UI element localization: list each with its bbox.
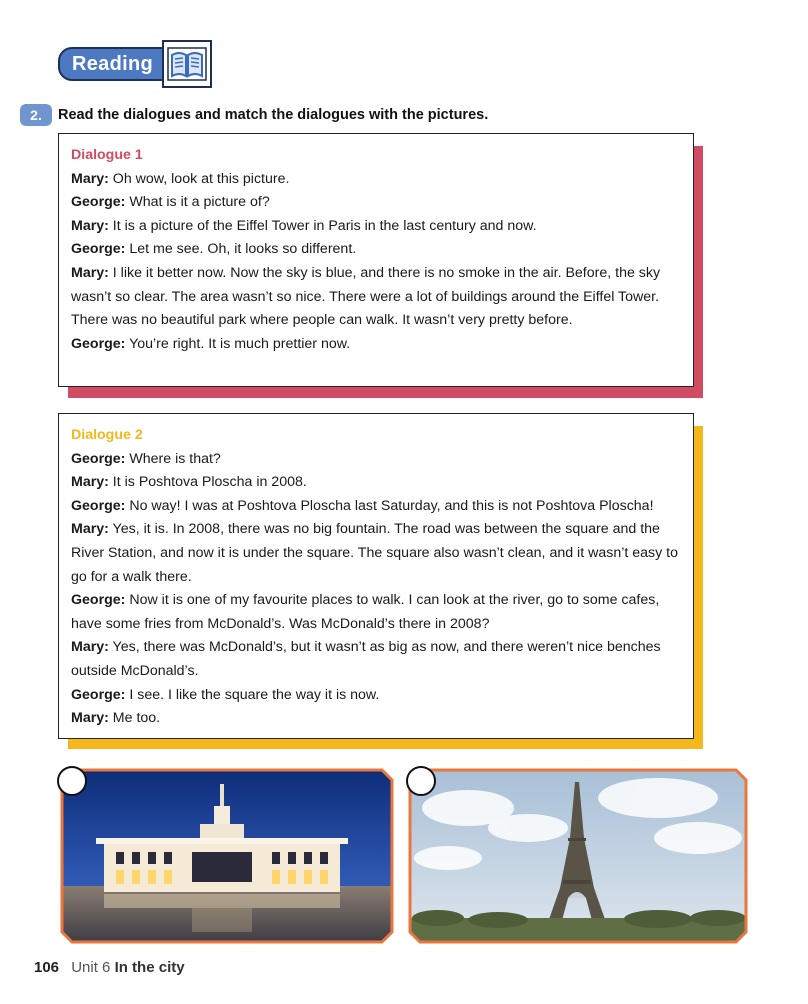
speaker-name: George: <box>71 497 126 514</box>
line-text: You’re right. It is much prettier now. <box>125 335 351 352</box>
match-marker-1[interactable] <box>57 766 87 796</box>
speaker-name: Mary: <box>71 521 109 538</box>
speaker-name: George: <box>71 686 126 703</box>
speaker-name: George: <box>71 194 126 211</box>
line-text: I like it better now. Now the sky is blue, and there is no smoke in the air. Before, the sky wasn’t so clear. The area wasn’t so nice. There were a lot of buildings around the Eiffel Tower. There was no beautiful park where people can walk. It wasn’t very pretty before. <box>71 264 661 329</box>
line-text: Yes, it is. In 2008, there was no big fountain. The road was between the square and the River Station, and now it is under the square. The square also wasn’t clean, and it wasn’t easy to go for a walk there. <box>71 521 678 585</box>
speaker-name: Mary: <box>71 217 109 234</box>
unit-title: In the city <box>114 959 185 976</box>
match-marker-2[interactable] <box>406 766 436 796</box>
speaker-name: Mary: <box>71 474 109 491</box>
dialogue-line <box>71 168 681 192</box>
speaker-name: George: <box>71 450 126 467</box>
eiffel-tower-picture <box>408 768 748 944</box>
dialogue-line <box>71 262 681 333</box>
line-text: Let me see. Oh, it looks so different. <box>125 241 357 258</box>
dialogue-line <box>71 636 681 683</box>
reading-label: Reading <box>58 47 176 81</box>
line-text: Where is that? <box>125 450 221 467</box>
dialogue-1-title: Dialogue 1 <box>71 147 143 163</box>
task-number-badge: 2. <box>20 104 52 126</box>
dialogue-line <box>71 238 681 262</box>
line-text: No way! I was at Poshtova Ploscha last Saturday, and this is not Poshtova Ploscha! <box>125 497 654 514</box>
line-text: It is a picture of the Eiffel Tower in Paris in the last century and now. <box>108 217 537 234</box>
speaker-name: George: <box>71 335 126 352</box>
task-instruction <box>20 104 488 126</box>
instruction-text: Read the dialogues and match the dialogues with the pictures. <box>58 107 489 123</box>
dialogue-line <box>71 684 681 708</box>
page-number: 106 <box>34 959 60 976</box>
dialogue-line <box>71 495 681 519</box>
dialogue-line <box>71 589 681 636</box>
river-station-picture <box>60 768 394 944</box>
dialogue-line <box>71 518 681 589</box>
line-text: I see. I like the square the way it is now. <box>125 686 380 703</box>
line-text: Yes, there was McDonald’s, but it wasn’t as big as now, and there weren’t nice benches outside McDonald’s. <box>71 639 661 679</box>
line-text: Oh wow, look at this picture. <box>108 170 290 187</box>
dialogue-line <box>71 215 681 239</box>
dialogue-line <box>71 471 681 495</box>
speaker-name: Mary: <box>71 639 109 656</box>
line-text: Now it is one of my favourite places to walk. I can look at the river, go to some cafes, have some fries from McDonald’s. Was McDonald’s there in 2008? <box>71 592 660 632</box>
speaker-name: Mary: <box>71 710 109 727</box>
dialogue-line <box>71 333 681 357</box>
dialogue-line <box>71 448 681 472</box>
unit-label: Unit 6 <box>71 959 115 976</box>
dialogue-2-title: Dialogue 2 <box>71 427 143 443</box>
line-text: What is it a picture of? <box>125 194 270 211</box>
dialogue-2-lines <box>71 448 681 731</box>
dialogue-line <box>71 707 681 731</box>
reading-section-header <box>58 40 218 90</box>
page-footer <box>34 959 185 976</box>
dialogue-line <box>71 191 681 215</box>
line-text: Me too. <box>108 710 161 727</box>
dialogue-1-lines <box>71 168 681 357</box>
speaker-name: Mary: <box>71 264 109 281</box>
speaker-name: George: <box>71 592 126 609</box>
dialogue-1-box <box>58 133 694 387</box>
line-text: It is Poshtova Ploscha in 2008. <box>108 474 307 491</box>
speaker-name: Mary: <box>71 170 109 187</box>
speaker-name: George: <box>71 241 126 258</box>
dialogue-2-box <box>58 413 694 739</box>
book-icon <box>162 40 212 88</box>
